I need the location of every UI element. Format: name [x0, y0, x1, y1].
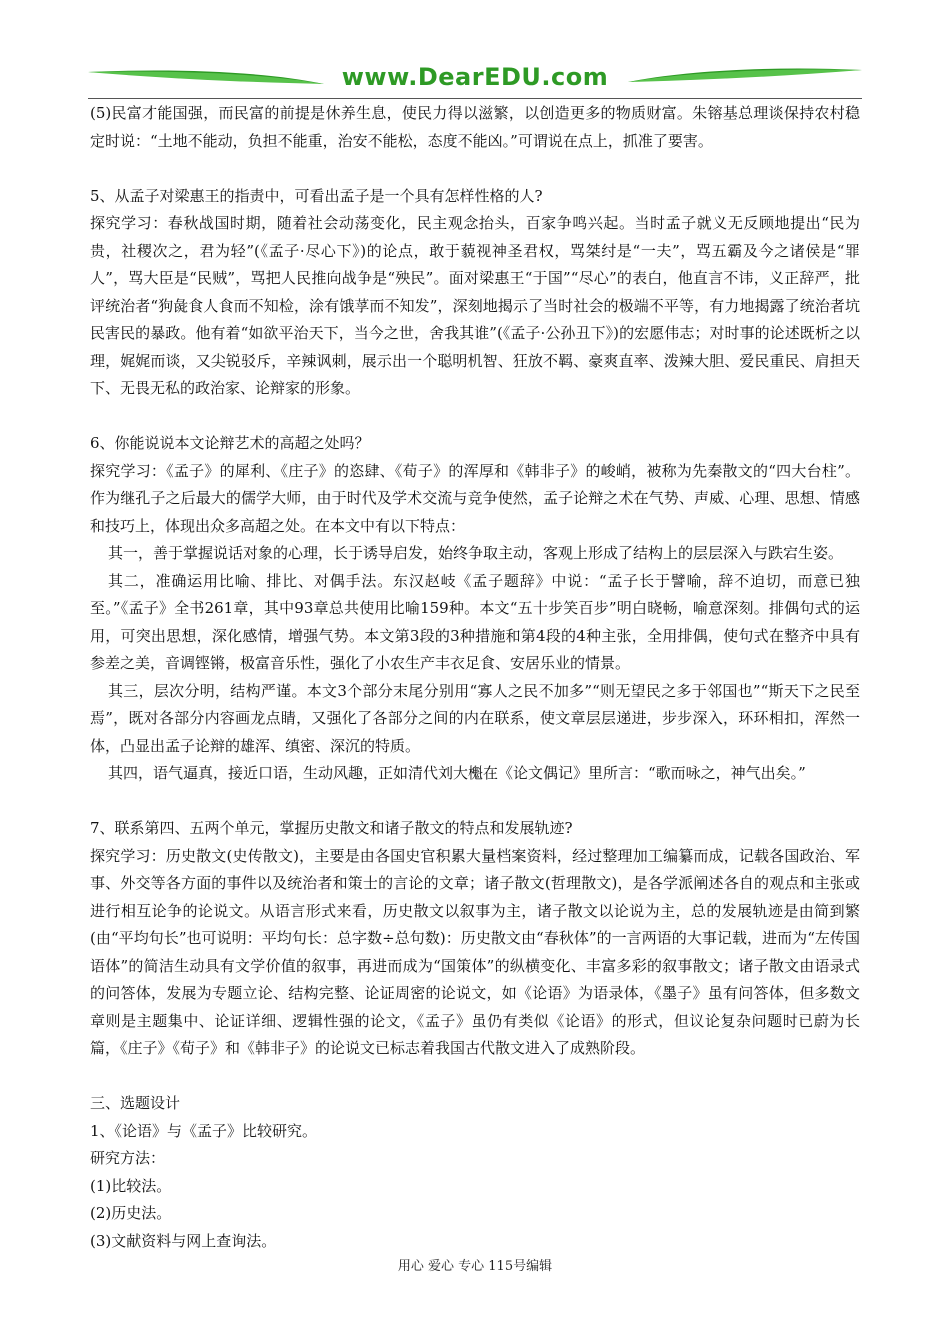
question-5-title: 5、从孟子对梁惠王的指责中，可看出孟子是一个具有怎样性格的人? — [90, 186, 543, 205]
question-6-point-2: 其二，准确运用比喻、排比、对偶手法。东汉赵岐《孟子题辞》中说：“孟子长于譬喻，辞不迫切，而意已独至。”《孟子》全书261章，其中93章总共使用比喻159种。本文“五十步笑百步”明白晓畅，喻意深刻。排偶句式的运用，可突出思想，深化感情，增强气势。本文第3段的3种措施和第4段的4种主张，全用排偶，使句式在整齐中具有参差之美，音调铿锵，极富音乐性，强化了小农生产丰衣足食、安居乐业的情景。 — [90, 571, 860, 672]
page-footer: 用心 爱心 专心 115号编辑 — [397, 1259, 553, 1274]
section-3-item-1: 1、《论语》与《孟子》比较研究。 — [90, 1121, 318, 1140]
question-6-point-4: 其四，语气逼真，接近口语，生动风趣，正如清代刘大櫆在《论文偶记》里所言：“歌而咏之，神气出矣。” — [108, 764, 806, 782]
question-5-answer: 探究学习：春秋战国时期，随着社会动荡变化，民主观念抬头，百家争鸣兴起。当时孟子就义无反顾地提出“民为贵，社稷次之，君为轻”(《孟子·尽心下》)的论点，敢于藐视神圣君权，骂桀纣是“一夫”，骂五霸及今之诸侯是“罪人”，骂大臣是“民贼”，骂把人民推向战争是“殃民”。面对梁惠王“于国”“尽心”的表白，他直言不讳，义正辞严，批评统治者“狗彘食人食而不知检，涂有饿莩而不知发”，深刻地揭示了当时社会的极端不平等，有力地揭露了统治者坑民害民的暴政。他有着“如欲平治天下，当今之世，舍我其谁”(《孟子·公孙丑下》)的宏愿伟志；对时事的论述既析之以理，娓娓而谈，又尖锐驳斥，辛辣讽刺，展示出一个聪明机智、狂放不羁、豪爽直率、泼辣大胆、爱民重民、肩担天下、无畏无私的政治家、论辩家的形象。 — [90, 214, 860, 397]
research-method-2: (2)历史法。 — [90, 1204, 172, 1222]
spacer — [90, 1063, 860, 1091]
question-6-answer: 探究学习：《孟子》的犀利、《庄子》的恣肆、《荀子》的浑厚和《韩非子》的峻峭，被称为先秦散文的“四大台柱”。作为继孔子之后最大的儒学大师，由于时代及学术交流与竞争使然，孟子论辩之术在气势、声威、心理、思想、情感和技巧上，体现出众多高超之处。在本文中有以下特点： — [90, 461, 860, 535]
question-7-title: 7、联系第四、五两个单元，掌握历史散文和诸子散文的特点和发展轨迹? — [90, 819, 573, 837]
paragraph-point5: (5)民富才能国强，而民富的前提是休养生息，使民力得以滋繁，以创造更多的物质财富。朱镕基总理谈保持农村稳定时说：“土地不能动，负担不能重，治安不能松，态度不能凶。”可谓说在点上，抓准了要害。 — [90, 104, 860, 150]
research-methods-label: 研究方法： — [90, 1149, 166, 1167]
question-6-point-1: 其一，善于掌握说话对象的心理，长于诱导启发，始终争取主动，客观上形成了结构上的层层深入与跌宕生姿。 — [108, 544, 844, 562]
spacer — [90, 155, 860, 183]
site-logo[interactable]: www.DearEDU.com — [341, 63, 609, 91]
header-divider — [88, 98, 862, 99]
spacer — [90, 403, 860, 431]
site-header — [88, 60, 862, 96]
question-6-title: 6、你能说说本文论辩艺术的高超之处吗？ — [90, 434, 370, 452]
section-3-title: 三、选题设计 — [90, 1094, 181, 1112]
question-6-point-3: 其三，层次分明，结构严谨。本文3个部分末尾分别用“寡人之民不加多”“则无望民之多于邻国也”“斯天下之民至焉”，既对各部分内容画龙点睛，又强化了各部分之间的内在联系，使文章层层递进，步步深入，环环相扣，浑然一体，凸显出孟子论辩的雄浑、缜密、深沉的特质。 — [90, 681, 860, 755]
document-body — [90, 100, 860, 1255]
spacer — [90, 788, 860, 816]
research-method-1: (1)比较法。 — [90, 1176, 172, 1195]
question-7-answer: 探究学习：历史散文(史传散文)，主要是由各国史官积累大量档案资料，经过整理加工编纂而成，记载各国政治、军事、外交等各方面的事件以及统治者和策士的言论的文章；诸子散文(哲理散文)，是各学派阐述各自的观点和主张或进行相互论争的论说文。从语言形式来看，历史散文以叙事为主，诸子散文以论说为主，总的发展轨迹是由简到繁(由“平均句长”也可说明：平均句长：总字数÷总句数)：历史散文由“春秋体”的一言两语的大事记载，进而为“左传国语体”的简洁生动具有文学价值的叙事，再进而成为“国策体”的纵横变化、丰富多彩的叙事散文；诸子散文由语录式的问答体，发展为专题立论、结构完整、论证周密的论说文，如《论语》为语录体，《墨子》虽有问答体，但多数文章则是主题集中、论证详细、逻辑性强的论文，《孟子》虽仍有类似《论语》的形式，但议论复杂问题时已蔚为长篇，《庄子》《荀子》和《韩非子》的论说文已标志着我国古代散文进入了成熟阶段。 — [90, 846, 860, 1057]
research-method-3: (3)文献资料与网上查询法。 — [90, 1231, 277, 1250]
